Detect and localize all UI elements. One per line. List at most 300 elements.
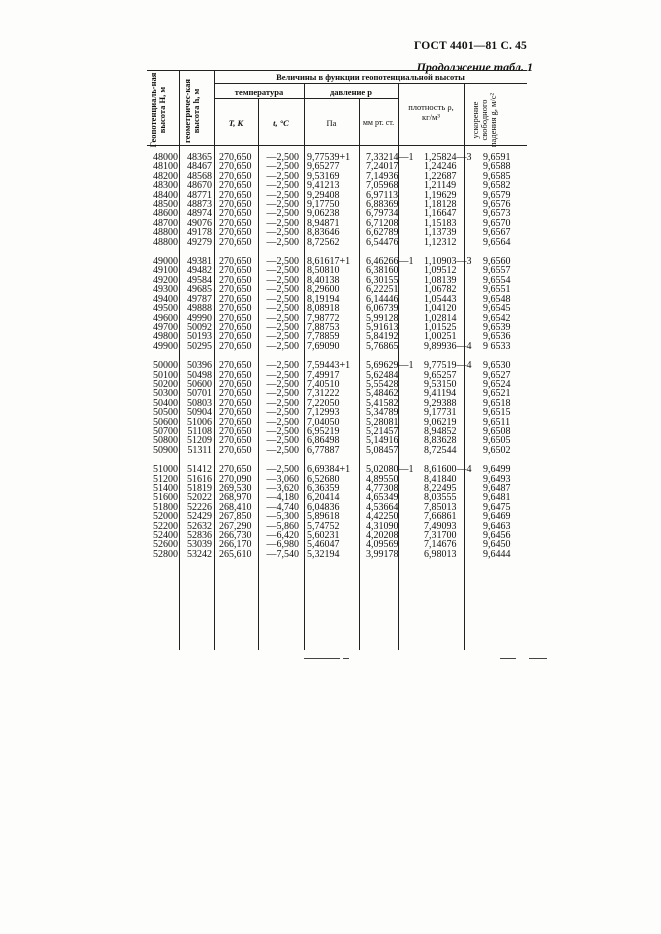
table-cell: 48974 [187,208,212,220]
table-cell: 50295 [187,340,212,352]
table-cell: 266,730 [219,530,252,542]
table-cell: 5,46047 [307,539,340,551]
table-cell: —2,500 [266,312,299,324]
row-group [147,361,178,455]
table-cell: 1,12312 [424,236,457,248]
table-cell: 1,21149 [424,180,457,192]
row-group [424,464,472,560]
table-cell: —2,500 [266,331,299,343]
table-cell: 9,89936—4 [424,340,472,352]
table-cell: 270,090 [219,473,252,485]
table-cell: 7,85013 [424,501,457,513]
table-cell: 7,33214—1 [366,152,414,163]
table-cell: 8,83628 [424,435,457,447]
table-cell: —2,500 [266,388,299,400]
table-cell: 50193 [187,331,212,343]
table-cell: —2,500 [266,236,299,248]
row-group [219,257,257,351]
table-cell: 48670 [187,180,212,192]
table-cell: 50600 [153,416,178,428]
table-cell: 51311 [187,444,212,456]
table-cell: 7,98772 [307,312,340,324]
table-cell: 1,00251 [424,331,457,343]
table-cell: 50701 [187,388,212,400]
col-divider [214,70,215,650]
table-cell: 270,650 [219,312,252,324]
table-cell: 270,650 [219,274,252,286]
table-cell: 50900 [153,444,178,456]
table-cell: 270,650 [219,236,252,248]
table-cell: 8,72562 [307,236,340,248]
table-cell: 7,49093 [424,520,457,532]
table-cell: 48568 [187,170,212,182]
table-cell: —4,180 [266,492,299,504]
table-cell: 9,6576 [483,199,511,211]
table-cell: 6,14446 [366,293,399,305]
table-cell: 49400 [153,293,178,305]
table-cell: 270,650 [219,464,252,476]
row-group [180,361,212,455]
table-cell: 6,62789 [366,227,399,239]
scan-mark [500,658,516,659]
table-cell: 50500 [153,407,178,419]
table-cell: —2,500 [266,161,299,173]
table-cell: 48700 [153,217,178,229]
table-cell: 7,12993 [307,407,340,419]
table-cell: —6,420 [266,530,299,542]
table-cell: —2,500 [266,274,299,286]
table-cell: 50803 [187,397,212,409]
table-cell: 9,6487 [483,483,511,494]
table-cell: 267,850 [219,511,252,523]
table-cell: 1,16647 [424,208,457,220]
table-cell: 48000 [153,152,178,163]
table-cell: 9,53169 [307,170,340,182]
table-cell: 270,650 [219,444,252,456]
header-geopotential-height: Геопотенциаль-ная высота H, м [148,72,167,148]
table-cell: 1,01525 [424,321,457,333]
table-cell: 7,31700 [424,530,457,542]
table-cell: 52429 [187,511,212,523]
col-divider [359,98,360,650]
table-cell: 48365 [187,152,212,163]
table-cell: 6,04836 [307,501,340,513]
column-pressure-mmHg [366,152,414,569]
table-cell: 9,6539 [483,321,511,333]
table-cell: 51209 [187,435,212,447]
row-group [366,464,414,560]
table-cell: 6,79734 [366,208,399,220]
table-cell: 5,48462 [366,388,399,400]
table-cell: 4,53664 [366,501,399,513]
table-cell: 8,08918 [307,303,340,315]
table-cell: 9,6573 [483,208,511,220]
table-cell: 52226 [187,501,212,513]
table-cell: 9,6554 [483,274,511,286]
table-cell: 270,650 [219,331,252,343]
table-cell: 5,21457 [366,425,399,437]
header-temperature: температура [234,87,284,97]
table-cell: 9,77539+1 [307,152,351,163]
header-mmhg: мм рт. ст. [362,118,395,127]
table-cell: 270,650 [219,435,252,447]
table-cell: 9,6548 [483,293,511,305]
header-t-celsius: t, °С [273,118,289,128]
table-cell: 48200 [153,170,178,182]
table-cell: 7,40510 [307,378,340,390]
table-cell: —2,500 [266,256,299,268]
header-values-group: Величины в функции геопотенциальной высоты [276,72,465,82]
table-cell: 6,86498 [307,435,340,447]
table-cell: 49990 [187,312,212,324]
table-cell: 270,650 [219,293,252,305]
row-group [180,153,212,247]
table-cell: 270,650 [219,265,252,277]
table-top-rule [147,70,527,71]
table-cell: 270,650 [219,321,252,333]
table-cell: 9,6508 [483,425,511,437]
table-cell: 48800 [153,236,178,248]
table-cell: 6,22251 [366,284,399,296]
table-cell: 1,15183 [424,217,457,229]
table-cell: 9,06219 [424,416,457,428]
table-cell: 49482 [187,265,212,277]
row-group [483,257,523,351]
table-cell: 270,650 [219,217,252,229]
table-cell: 9,6475 [483,501,511,513]
scan-mark [304,658,340,659]
table-cell: 49076 [187,217,212,229]
table-cell: —2,500 [266,303,299,315]
table-cell: 270,650 [219,161,252,173]
table-cell: 7,69090 [307,340,340,352]
table-cell: 49200 [153,274,178,286]
table-cell: 48500 [153,199,178,211]
table-cell: 9,6545 [483,303,511,315]
table-cell: 270,650 [219,256,252,268]
table-cell: 52800 [153,548,178,560]
table-cell: 9,53150 [424,378,457,390]
table-cell: 50200 [153,378,178,390]
table-cell: 48600 [153,208,178,220]
table-cell: 49685 [187,284,212,296]
column-geometric-height [180,153,212,569]
table-cell: 9,6518 [483,397,511,409]
table-cell: 48100 [153,161,178,173]
table-cell: 1,24246 [424,161,457,173]
table-cell: —2,500 [266,208,299,220]
row-group [483,153,523,247]
row-group [366,360,414,456]
table-cell: 51412 [187,464,212,476]
table-cell: 7,04050 [307,416,340,428]
table-cell: 50498 [187,369,212,381]
table-cell: 4,42250 [366,511,399,523]
table-cell: 50092 [187,321,212,333]
table-cell: 9,17731 [424,407,457,419]
table-cell: —2,500 [266,378,299,390]
table-cell: 1,10903—3 [424,256,472,268]
table-cell: 265,610 [219,548,252,560]
table-cell: 5,62484 [366,369,399,381]
table-cell: 51819 [187,483,212,494]
header-gravity: ускорение свободного падения g, м/с² [470,92,498,148]
table-cell: 6,71208 [366,217,399,229]
table-cell: 9,6505 [483,435,511,447]
table-cell: 270,650 [219,170,252,182]
table-cell: 51400 [153,483,178,494]
table-cell: 5,55428 [366,378,399,390]
table-cell: 1,05443 [424,293,457,305]
table-cell: 9,6551 [483,284,511,296]
header-geometric-height: геометричес-кая высота h, м [182,79,201,143]
table-cell: 49787 [187,293,212,305]
table-cell: 9,6456 [483,530,511,542]
table-cell: 6,36359 [307,483,340,494]
table-cell: 53039 [187,539,212,551]
table-cell: 7,24017 [366,161,399,173]
table-cell: 49381 [187,256,212,268]
table-cell: 7,31222 [307,388,340,400]
table-cell: 9,77519—4 [424,360,472,372]
table-cell: 270,650 [219,227,252,239]
table-cell: 50700 [153,425,178,437]
table-cell: 270,650 [219,284,252,296]
table-cell: 270,650 [219,189,252,201]
table-cell: —2,500 [266,180,299,192]
table-cell: 9,6560 [483,256,511,268]
table-cell: 9,6585 [483,170,511,182]
table-cell: 9,29408 [307,189,340,201]
table-cell: 5,99128 [366,312,399,324]
table-cell: —2,500 [266,293,299,305]
row-group [259,361,299,455]
table-cell: 4,09569 [366,539,399,551]
table-cell: 51800 [153,501,178,513]
table-cell: 270,650 [219,360,252,372]
table-cell: 270,650 [219,407,252,419]
table-cell: 9,6564 [483,236,511,248]
table-cell: 9,6450 [483,539,511,551]
table-cell: 9,6502 [483,444,511,456]
table-cell: 270,650 [219,397,252,409]
table-cell: 270,650 [219,340,252,352]
table-cell: 9,6527 [483,369,511,381]
row-group [483,361,523,455]
table-cell: 48800 [153,227,178,239]
table-cell: 8,61617+1 [307,256,351,268]
table-cell: 270,650 [219,416,252,428]
table-cell: 48400 [153,189,178,201]
table-cell: 50600 [187,378,212,390]
table-cell: 49500 [153,303,178,315]
table-cell: 48467 [187,161,212,173]
table-cell: 4,77308 [366,483,399,494]
table-cell: 270,650 [219,425,252,437]
table-cell: 48873 [187,199,212,211]
table-cell: 6,20414 [307,492,340,504]
table-cell: 51200 [153,473,178,485]
table-cell: 7,78859 [307,331,340,343]
table-cell: 9,6582 [483,180,511,192]
table-cell: 6,52680 [307,473,340,485]
table-cell: 9,6469 [483,511,511,523]
table-cell: 9 6533 [483,340,511,352]
column-geopotential-height [147,153,178,569]
table-cell: 8,50810 [307,265,340,277]
row-group [147,465,178,559]
row-group [307,361,359,455]
table-cell: —5,300 [266,511,299,523]
table-cell: 1,19629 [424,189,457,201]
table-cell: 8,94871 [307,217,340,229]
table-cell: 1,06782 [424,284,457,296]
table-cell: 49700 [153,321,178,333]
table-cell: 5,60231 [307,530,340,542]
table-cell: 50100 [153,369,178,381]
table-cell: 49178 [187,227,212,239]
table-cell: 9,29388 [424,397,457,409]
table-cell: 9,6570 [483,217,511,229]
table-cell: —3,060 [266,473,299,485]
column-temperature-K [219,153,257,569]
table-cell: 270,650 [219,378,252,390]
column-temperature-C [259,153,299,569]
table-cell: 1,08139 [424,274,457,286]
table-cell: 52836 [187,530,212,542]
table-cell: 6,06739 [366,303,399,315]
table-cell: 51000 [153,464,178,476]
table-cell: 6,98013 [424,548,457,560]
table-cell: —2,500 [266,227,299,239]
table-cell: 52600 [153,539,178,551]
table-cell: —4,740 [266,501,299,513]
table-cell: 7,59443+1 [307,360,351,372]
col-divider [304,83,305,650]
table-cell: 7,14676 [424,539,457,551]
table-cell: 270,650 [219,369,252,381]
table-cell: 1,04120 [424,303,457,315]
table-cell: 270,650 [219,388,252,400]
table-cell: 9,41194 [424,388,457,400]
row-group [147,257,178,351]
atmosphere-table [147,70,527,650]
table-cell: 7,14936 [366,170,399,182]
table-cell: 9,6567 [483,227,511,239]
header-T-kelvin: T, К [228,118,244,128]
scan-mark [343,658,349,659]
table-cell: 49900 [153,340,178,352]
row-group [366,256,414,352]
table-cell: 51006 [187,416,212,428]
table-cell: —2,500 [266,170,299,182]
row-group [180,257,212,351]
table-cell: 5,08457 [366,444,399,456]
table-cell: 270,650 [219,208,252,220]
table-cell: 52022 [187,492,212,504]
table-cell: 9,6444 [483,548,511,560]
table-cell: 6,95219 [307,425,340,437]
table-cell: 52400 [153,530,178,542]
table-cell: 51616 [187,473,212,485]
header-density: плотность ρ, кг/м³ [408,102,454,122]
row-group [307,257,359,351]
table-cell: —2,500 [266,397,299,409]
table-cell: 6,38160 [366,265,399,277]
table-cell: 8,94852 [424,425,457,437]
table-cell: 6,97113 [366,189,399,201]
table-cell: 53242 [187,548,212,560]
table-cell: 7,49917 [307,369,340,381]
table-cell: 49800 [153,331,178,343]
table-cell: 9,65277 [307,161,340,173]
row-group [259,465,299,559]
table-cell: —2,500 [266,425,299,437]
table-cell: 4,65349 [366,492,399,504]
table-cell: 1,18128 [424,199,457,211]
table-cell: 9,6481 [483,492,511,504]
table-cell: 5,89618 [307,511,340,523]
table-cell: 3,99178 [366,548,399,560]
table-cell: 8,72544 [424,444,457,456]
table-cell: —3,620 [266,483,299,494]
table-cell: 48300 [153,180,178,192]
row-group [424,256,472,352]
table-cell: 1,22687 [424,170,457,182]
document-reference: ГОСТ 4401—81 С. 45 [414,40,527,52]
table-cell: 7,88753 [307,321,340,333]
table-cell: —2,500 [266,189,299,201]
table-cell: 8,19194 [307,293,340,305]
table-cell: 5,02080—1 [366,464,414,476]
table-cell: 5,91613 [366,321,399,333]
table-cell: 7,66861 [424,511,457,523]
table-cell: 50300 [153,388,178,400]
table-cell: 9,6493 [483,473,511,485]
table-cell: —2,500 [266,217,299,229]
table-cell: —7,540 [266,548,299,560]
table-cell: —2,500 [266,360,299,372]
table-cell: 9,6557 [483,265,511,277]
table-cell: 9,17750 [307,199,340,211]
table-cell: 8,29600 [307,284,340,296]
table-cell: 1,09512 [424,265,457,277]
table-cell: 8,61600—4 [424,464,472,476]
table-cell: 49888 [187,303,212,315]
table-cell: —5,860 [266,520,299,532]
row-group [424,360,472,456]
row-group [219,361,257,455]
table-cell: —2,500 [266,416,299,428]
column-pressure-Pa [307,153,359,569]
table-cell: 9,6536 [483,331,511,343]
table-cell: 8,41840 [424,473,457,485]
subgroup-header-rule [214,98,398,99]
row-group [219,465,257,559]
row-group [424,152,472,248]
row-group [366,152,414,248]
table-cell: —6,980 [266,539,299,551]
table-cell: 50400 [153,397,178,409]
table-cell: 6,30155 [366,274,399,286]
table-cell: —2,500 [266,321,299,333]
table-cell: 269,530 [219,483,252,494]
table-cell: —2,500 [266,407,299,419]
table-cell: 1,25824—3 [424,152,472,163]
table-cell: 9,6521 [483,388,511,400]
row-group [307,465,359,559]
table-cell: 9,06238 [307,208,340,220]
